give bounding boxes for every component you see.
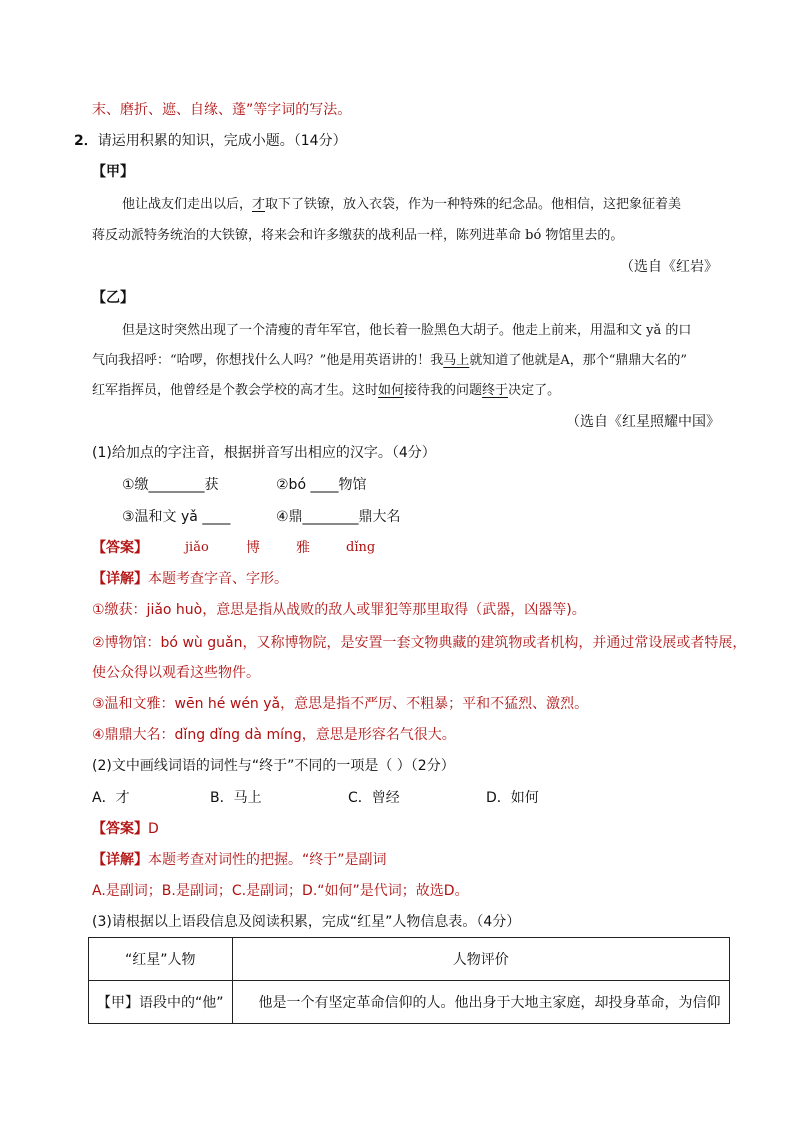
detail-text: 本题考查字音、字形。 bbox=[148, 571, 288, 587]
option-d: D．如何 bbox=[486, 790, 539, 806]
underlined-mashang: 马上 bbox=[443, 353, 470, 368]
sub1-detail bbox=[92, 569, 288, 589]
info-table bbox=[88, 937, 730, 1024]
sub1-item-2: ②bó ____物馆 bbox=[276, 477, 367, 493]
jia-text: 他让战友们走出以后， bbox=[122, 197, 253, 212]
jia-source: （选自《红岩》 bbox=[620, 259, 718, 275]
yi-line-2 bbox=[92, 351, 687, 371]
answer-1: jiǎo bbox=[185, 540, 209, 555]
option-a: A．才 bbox=[92, 790, 130, 806]
sub3-prompt: (3)请根据以上语段信息及阅读积累，完成“红星”人物信息表。（4分） bbox=[92, 914, 521, 930]
underlined-cai: 才 bbox=[252, 197, 266, 212]
table-header: 人物评价 bbox=[232, 938, 729, 981]
option-b: B．马上 bbox=[210, 790, 262, 806]
answer-2: 博 bbox=[246, 540, 260, 556]
sub2-detail bbox=[92, 850, 387, 870]
detail-tag: 【详解】 bbox=[92, 852, 148, 868]
note-3: ③温和文雅：wēn hé wén yǎ，意思是指不严厉、不粗暴；平和不猛烈、激烈。 bbox=[92, 696, 589, 712]
note-2-cont: 使公众得以观看这些物件。 bbox=[92, 665, 260, 681]
sub2-prompt: (2)文中画线词语的词性与“终于”不同的一项是（ ）（2分） bbox=[92, 758, 455, 774]
yi-tag: 【乙】 bbox=[92, 290, 134, 306]
answer-3: 雅 bbox=[296, 540, 310, 556]
answer-tag: 【答案】 bbox=[92, 540, 148, 556]
table-cell: 【甲】语段中的“他” bbox=[89, 981, 233, 1024]
yi-text: 红军指挥员，他曾经是个教会学校的高才生。这时 bbox=[92, 383, 379, 398]
sub2-detail-2: A.是副词；B.是副词；C.是副词；D.“如何”是代词；故选D。 bbox=[92, 883, 469, 899]
yi-line-1: 但是这时突然出现了一个清瘦的青年军官，他长着一脸黑色大胡子。他走上前来，用温和文 yǎ 的口 bbox=[122, 323, 692, 338]
jia-tag: 【甲】 bbox=[92, 164, 134, 180]
question-text: 请运用积累的知识，完成小题。（14分） bbox=[97, 133, 347, 149]
underlined-ruhe: 如何 bbox=[378, 383, 405, 398]
yi-text: 接待我的问题 bbox=[404, 383, 483, 398]
answer-tag: 【答案】 bbox=[92, 821, 148, 837]
sub1-item-4: ④鼎________鼎大名 bbox=[276, 509, 401, 525]
jia-text: 取下了铁镣，放入衣袋，作为一种特殊的纪念品。他相信，这把象征着美 bbox=[265, 197, 682, 212]
note-2: ②博物馆：bó wù guǎn，又称博物院，是安置一套文物典藏的建筑物或者机构，并通过常设展或者特展， bbox=[92, 635, 747, 651]
option-c: C．曾经 bbox=[348, 790, 400, 806]
note-4: ④鼎鼎大名：dǐng dǐng dà míng，意思是形容名气很大。 bbox=[92, 727, 456, 743]
sub2-answer-row bbox=[92, 819, 159, 839]
jia-line-1 bbox=[122, 195, 681, 215]
note-1: ①缴获：jiǎo huò，意思是指从战败的敌人或罪犯等那里取得（武器，凶器等)。 bbox=[92, 602, 586, 618]
detail-tag: 【详解】 bbox=[92, 571, 148, 587]
answer-4: dǐng bbox=[346, 540, 376, 555]
top-line: 末、磨折、遮、自缘、蓬”等字词的写法。 bbox=[92, 102, 352, 118]
sub1-item-3: ③温和文 yǎ ____ bbox=[122, 509, 231, 525]
table-header: “红星”人物 bbox=[89, 938, 233, 981]
table-row bbox=[89, 981, 730, 1024]
question-2 bbox=[74, 131, 347, 151]
sub1-item-1: ①缴________获 bbox=[122, 477, 219, 493]
yi-text: 气向我招呼：“哈啰，你想找什么人吗？”他是用英语讲的！我 bbox=[92, 353, 444, 368]
answer-value: D bbox=[148, 821, 159, 837]
underlined-zhongyu: 终于 bbox=[482, 383, 509, 398]
yi-text: 决定了。 bbox=[508, 383, 561, 398]
sub1-answer-row bbox=[92, 538, 148, 558]
table-cell: 他是一个有坚定革命信仰的人。他出身于大地主家庭，却投身革命，为信仰 bbox=[232, 981, 729, 1024]
table-header-row bbox=[89, 938, 730, 981]
yi-source: （选自《红星照耀中国》 bbox=[566, 414, 720, 430]
yi-text: 就知道了他就是A，那个“鼎鼎大名的” bbox=[469, 353, 687, 368]
jia-line-2: 蒋反动派特务统治的大铁镣，将来会和许多缴获的战利品一样，陈列进革命 bó 物馆里去的。 bbox=[92, 228, 624, 243]
detail-text: 本题考查对词性的把握。“终于”是副词 bbox=[148, 852, 387, 868]
yi-line-3 bbox=[92, 381, 560, 401]
sub1-prompt: (1)给加点的字注音，根据拼音写出相应的汉字。（4分） bbox=[92, 445, 436, 461]
question-number: 2． bbox=[74, 133, 98, 149]
